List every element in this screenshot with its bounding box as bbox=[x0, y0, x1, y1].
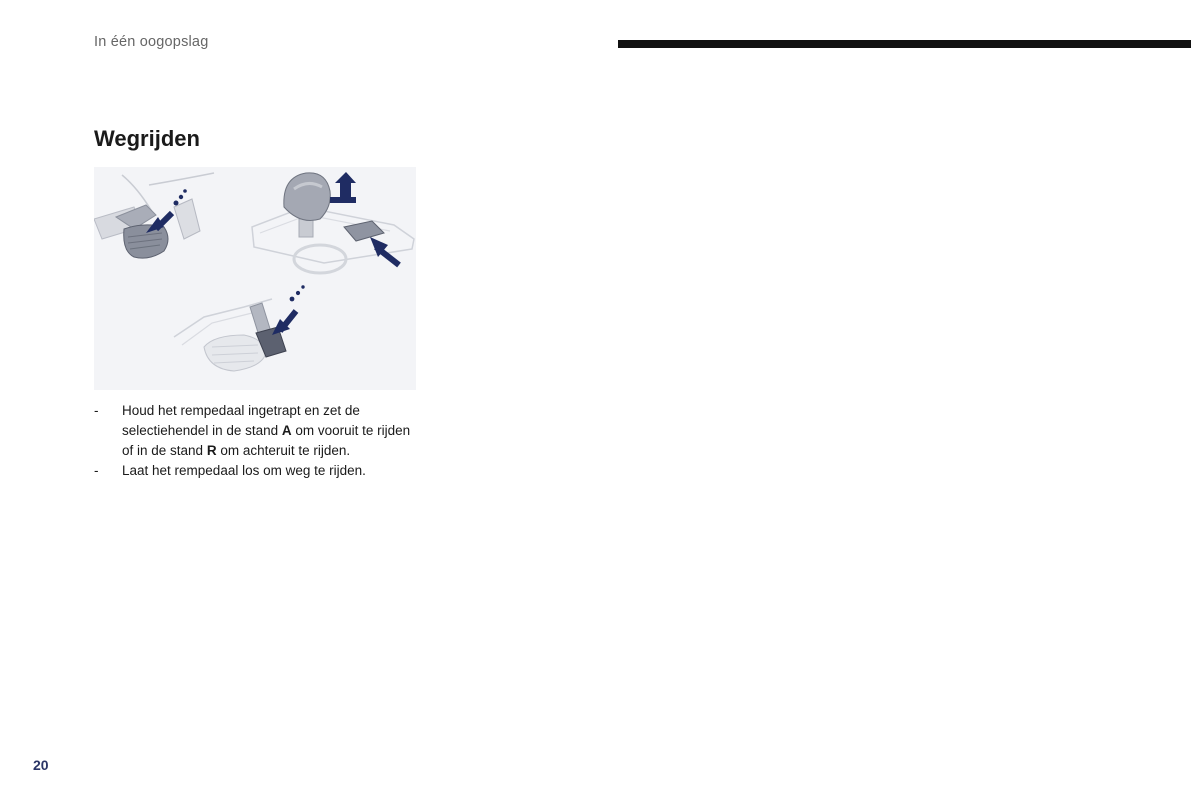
instruction-item bbox=[94, 461, 414, 481]
running-header: In één oogopslag bbox=[94, 34, 209, 50]
instruction-list bbox=[94, 401, 414, 481]
illustration-pedal-and-selector bbox=[94, 167, 416, 390]
header-rule bbox=[618, 40, 1191, 48]
instruction-text: Houd het rempedaal ingetrapt en zet de selectiehendel in de stand A om vooruit te rijden of in de stand R om achteruit te rijden. bbox=[122, 403, 411, 458]
page-number: 20 bbox=[33, 757, 49, 773]
instruction-text: Laat het rempedaal los om weg te rijden. bbox=[122, 463, 366, 478]
section-title: Wegrijden bbox=[94, 126, 200, 151]
bullet-dash: - bbox=[94, 463, 99, 478]
instruction-item bbox=[94, 401, 414, 461]
bullet-dash: - bbox=[94, 403, 99, 418]
